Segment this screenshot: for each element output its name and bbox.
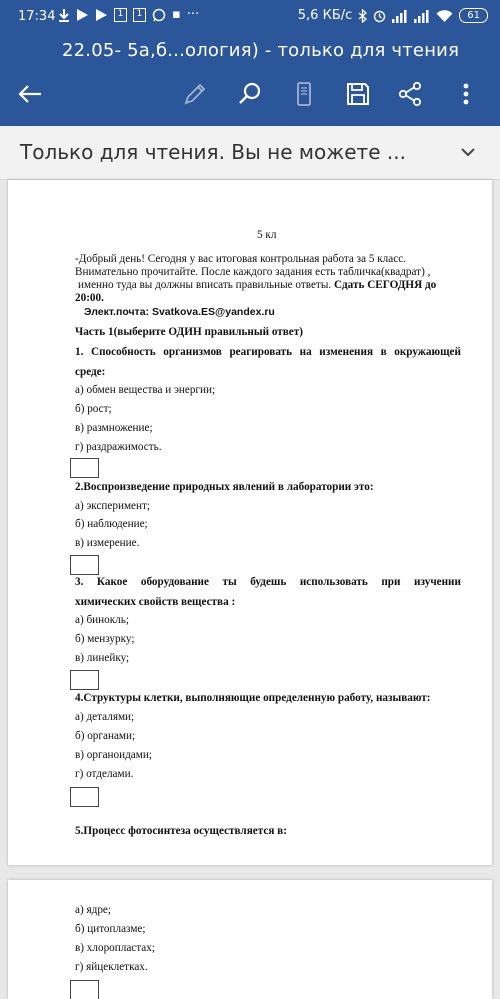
answer-option: б) органами;	[75, 730, 136, 742]
intro-text: Внимательно прочитайте. После каждого задания есть табличка(квадрат) ,	[75, 266, 431, 278]
question-5-title: 5.Процесс фотосинтеза осуществляется в:	[75, 825, 287, 837]
q3-word: изучении	[414, 576, 461, 588]
notification-box-icon: 1	[114, 8, 127, 22]
answer-option: б) цитоплазме;	[75, 923, 146, 935]
clock: 17:34	[18, 9, 56, 24]
q3-word: Какое	[96, 576, 128, 588]
back-arrow-icon[interactable]	[12, 76, 48, 112]
notification-box-icon: 1	[133, 8, 146, 22]
answer-box[interactable]	[70, 670, 99, 690]
media-dot-icon: ▪	[172, 7, 181, 22]
play-icon	[95, 8, 108, 22]
answer-option: г) раздражимость.	[75, 441, 162, 453]
answer-option: а) эксперимент;	[75, 500, 150, 512]
deadline-text: Сдать СЕГОДНЯ до	[333, 279, 437, 291]
q1-word: Способность	[90, 346, 156, 358]
question-2-title: 2.Воспроизведение природных явлений в лаборатории это:	[75, 481, 374, 493]
search-icon[interactable]	[232, 76, 268, 112]
read-only-message: Только для чтения. Вы не можете ...	[20, 140, 406, 164]
notification-icons	[58, 8, 199, 22]
question-1-title-cont: среде:	[75, 366, 106, 378]
q3-word: 3.	[75, 576, 84, 588]
answer-option: б) мензурку;	[75, 633, 135, 645]
wifi-icon	[436, 9, 453, 23]
whatsapp-icon	[152, 8, 166, 22]
q3-word: при	[381, 576, 401, 588]
pen-icon[interactable]	[176, 76, 212, 112]
deadline-time: 20:00.	[75, 292, 104, 304]
question-4-title: 4.Структуры клетки, выполняющие определенную работу, называют:	[75, 692, 431, 704]
answer-box[interactable]	[70, 980, 99, 999]
answer-box[interactable]	[70, 555, 99, 575]
answer-option: б) наблюдение;	[75, 518, 148, 530]
alarm-icon	[373, 9, 386, 23]
q1-word: окружающей	[394, 346, 461, 358]
q3-word: ты	[222, 576, 237, 588]
answer-box[interactable]	[70, 787, 99, 807]
answer-option: в) хлоропластах;	[75, 942, 155, 954]
signal-icon	[392, 9, 408, 23]
phone-layout-icon[interactable]	[286, 76, 322, 112]
part-title: Часть 1(выберите ОДИН правильный ответ)	[75, 326, 303, 338]
intro-text: -Добрый день! Сегодня у вас итоговая контрольная работа за 5 класс.	[75, 253, 406, 265]
question-3-title-cont: химических свойств вещества :	[75, 596, 236, 608]
read-only-banner[interactable]	[0, 126, 500, 180]
share-icon[interactable]	[392, 76, 428, 112]
question-3-title	[75, 576, 461, 589]
chevron-down-icon[interactable]	[458, 142, 478, 162]
network-speed: 5,6 КБ/с	[297, 8, 353, 23]
intro-text-part: именно туда вы должны вписать правильные ответы.	[78, 279, 332, 291]
download-icon	[58, 8, 70, 22]
answer-option: в) размножение;	[75, 422, 153, 434]
answer-option: г) яйцеклетках.	[75, 961, 148, 973]
more-notifications-icon: ···	[186, 7, 200, 22]
q1-word: изменения	[319, 346, 374, 358]
answer-option: в) линейку;	[75, 652, 130, 664]
answer-option: в) измерение.	[75, 537, 140, 549]
grade-label: 5 кл	[257, 229, 277, 241]
answer-box[interactable]	[70, 458, 99, 478]
q1-word: реагировать	[229, 346, 293, 358]
q3-word: будешь	[250, 576, 287, 588]
q1-word: организмов	[163, 346, 222, 358]
bluetooth-icon	[358, 9, 367, 23]
q1-word: 1.	[75, 346, 84, 358]
answer-option: а) ядре;	[75, 904, 111, 916]
q1-word: в	[380, 346, 387, 358]
q3-word: использовать	[299, 576, 368, 588]
save-icon[interactable]	[340, 76, 376, 112]
status-bar	[0, 0, 500, 32]
signal-icon	[414, 9, 430, 23]
answer-option: а) бинокль;	[75, 614, 129, 626]
email-line: Элект.почта: Svatkova.ES@yandex.ru	[84, 306, 275, 318]
answer-option: а) деталями;	[75, 711, 135, 723]
document-title: 22.05- 5а,б...ология) - только для чтения	[62, 40, 460, 61]
document-page	[8, 180, 492, 865]
question-1-title	[75, 346, 461, 359]
system-icons	[298, 8, 488, 23]
answer-option: в) органоидами;	[75, 749, 152, 761]
q1-word: на	[299, 346, 312, 358]
intro-text	[78, 279, 436, 292]
play-icon	[76, 8, 89, 22]
answer-option: г) отделами.	[75, 768, 134, 780]
more-vert-icon[interactable]	[448, 76, 484, 112]
document-page	[8, 880, 492, 999]
answer-option: б) рост;	[75, 403, 112, 415]
battery-icon: 61	[459, 8, 488, 23]
app-bar	[0, 32, 500, 126]
answer-option: а) обмен вещества и энергии;	[75, 384, 216, 396]
q3-word: оборудование	[140, 576, 209, 588]
